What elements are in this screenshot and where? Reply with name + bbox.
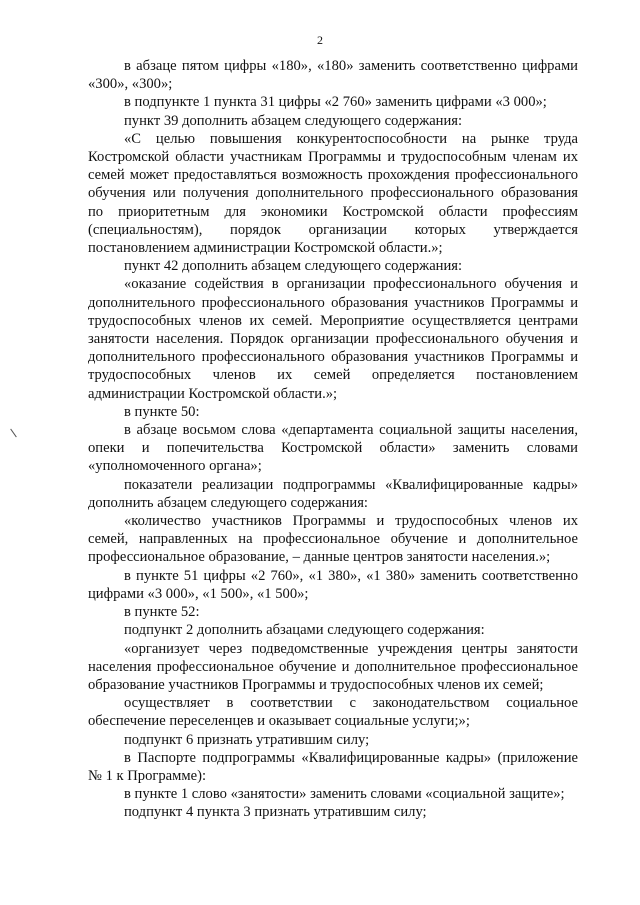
paragraph: подпункт 2 дополнить абзацами следующего содержания: [124,622,485,639]
paragraph: в подпункте 1 пункта 31 цифры «2 760» заменить цифрами «3 000»; [124,94,547,111]
paragraph: в пункте 51 цифры «2 760», «1 380», «1 380» заменить соответственно цифрами «3 000», «1 500», «1 500»; [88,567,578,602]
paragraph: «организует через подведомственные учреждения центры занятости населения профессиональное обучение и дополнительное профессиональное образование участников Программы и трудоспособных членов их семей; [88,640,578,693]
paragraph: «С целью повышения конкурентоспособности на рынке труда Костромской области участникам Программы и трудоспособным членам их семей может предоставляться возможность прохождения профессионального обучения или получения дополнительного профессионального образования по приоритетным для экономики Костромской области профессиям (специальностям), порядок организации которых утверждается постановлением администрации Костромской области.»; [88,130,578,257]
paragraph: «количество участников Программы и трудоспособных членов их семей, направленных на профессиональное обучение и дополнительное профессиональное образование, – данные центров занятости населения.»; [88,513,578,566]
paragraph: показатели реализации подпрограммы «Квалифицированные кадры» дополнить абзацем следующего содержания: [88,476,578,511]
paragraph: в абзаце восьмом слова «департамента социальной защиты населения, опеки и попечительства Костромской области» заменить словами «уполномоченного органа»; [88,422,578,475]
paragraph: в пункте 1 слово «занятости» заменить словами «социальной защите»; [124,786,565,803]
paragraph: в абзаце пятом цифры «180», «180» заменить соответственно цифрами «300», «300»; [88,58,578,93]
paragraph: пункт 42 дополнить абзацем следующего содержания: [124,258,463,275]
page-number: 2 [317,33,323,47]
paragraph: в пункте 52: [124,604,200,621]
paragraph: пункт 39 дополнить абзацем следующего содержания: [124,112,463,129]
paragraph: в пункте 50: [124,403,200,420]
margin-mark [10,429,17,438]
paragraph: подпункт 6 признать утратившим силу; [124,731,370,748]
document-body [88,57,578,822]
paragraph: осуществляет в соответствии с законодательством социальное обеспечение переселенцев и оказывает социальные услуги;»; [88,695,578,730]
paragraph: в Паспорте подпрограммы «Квалифицированные кадры» (приложение № 1 к Программе): [88,749,578,784]
paragraph: «оказание содействия в организации профессионального обучения и дополнительного профессионального образования участников Программы и трудоспособных членов их семей. Мероприятие осуществляется центрами занятости населения. Порядок организации профессионального обучения и дополнительного профессионального образования участников Программы и трудоспособных членов их семей определяется постановлением администрации Костромской области.»; [88,276,578,402]
paragraph: подпункт 4 пункта 3 признать утратившим силу; [124,804,427,821]
